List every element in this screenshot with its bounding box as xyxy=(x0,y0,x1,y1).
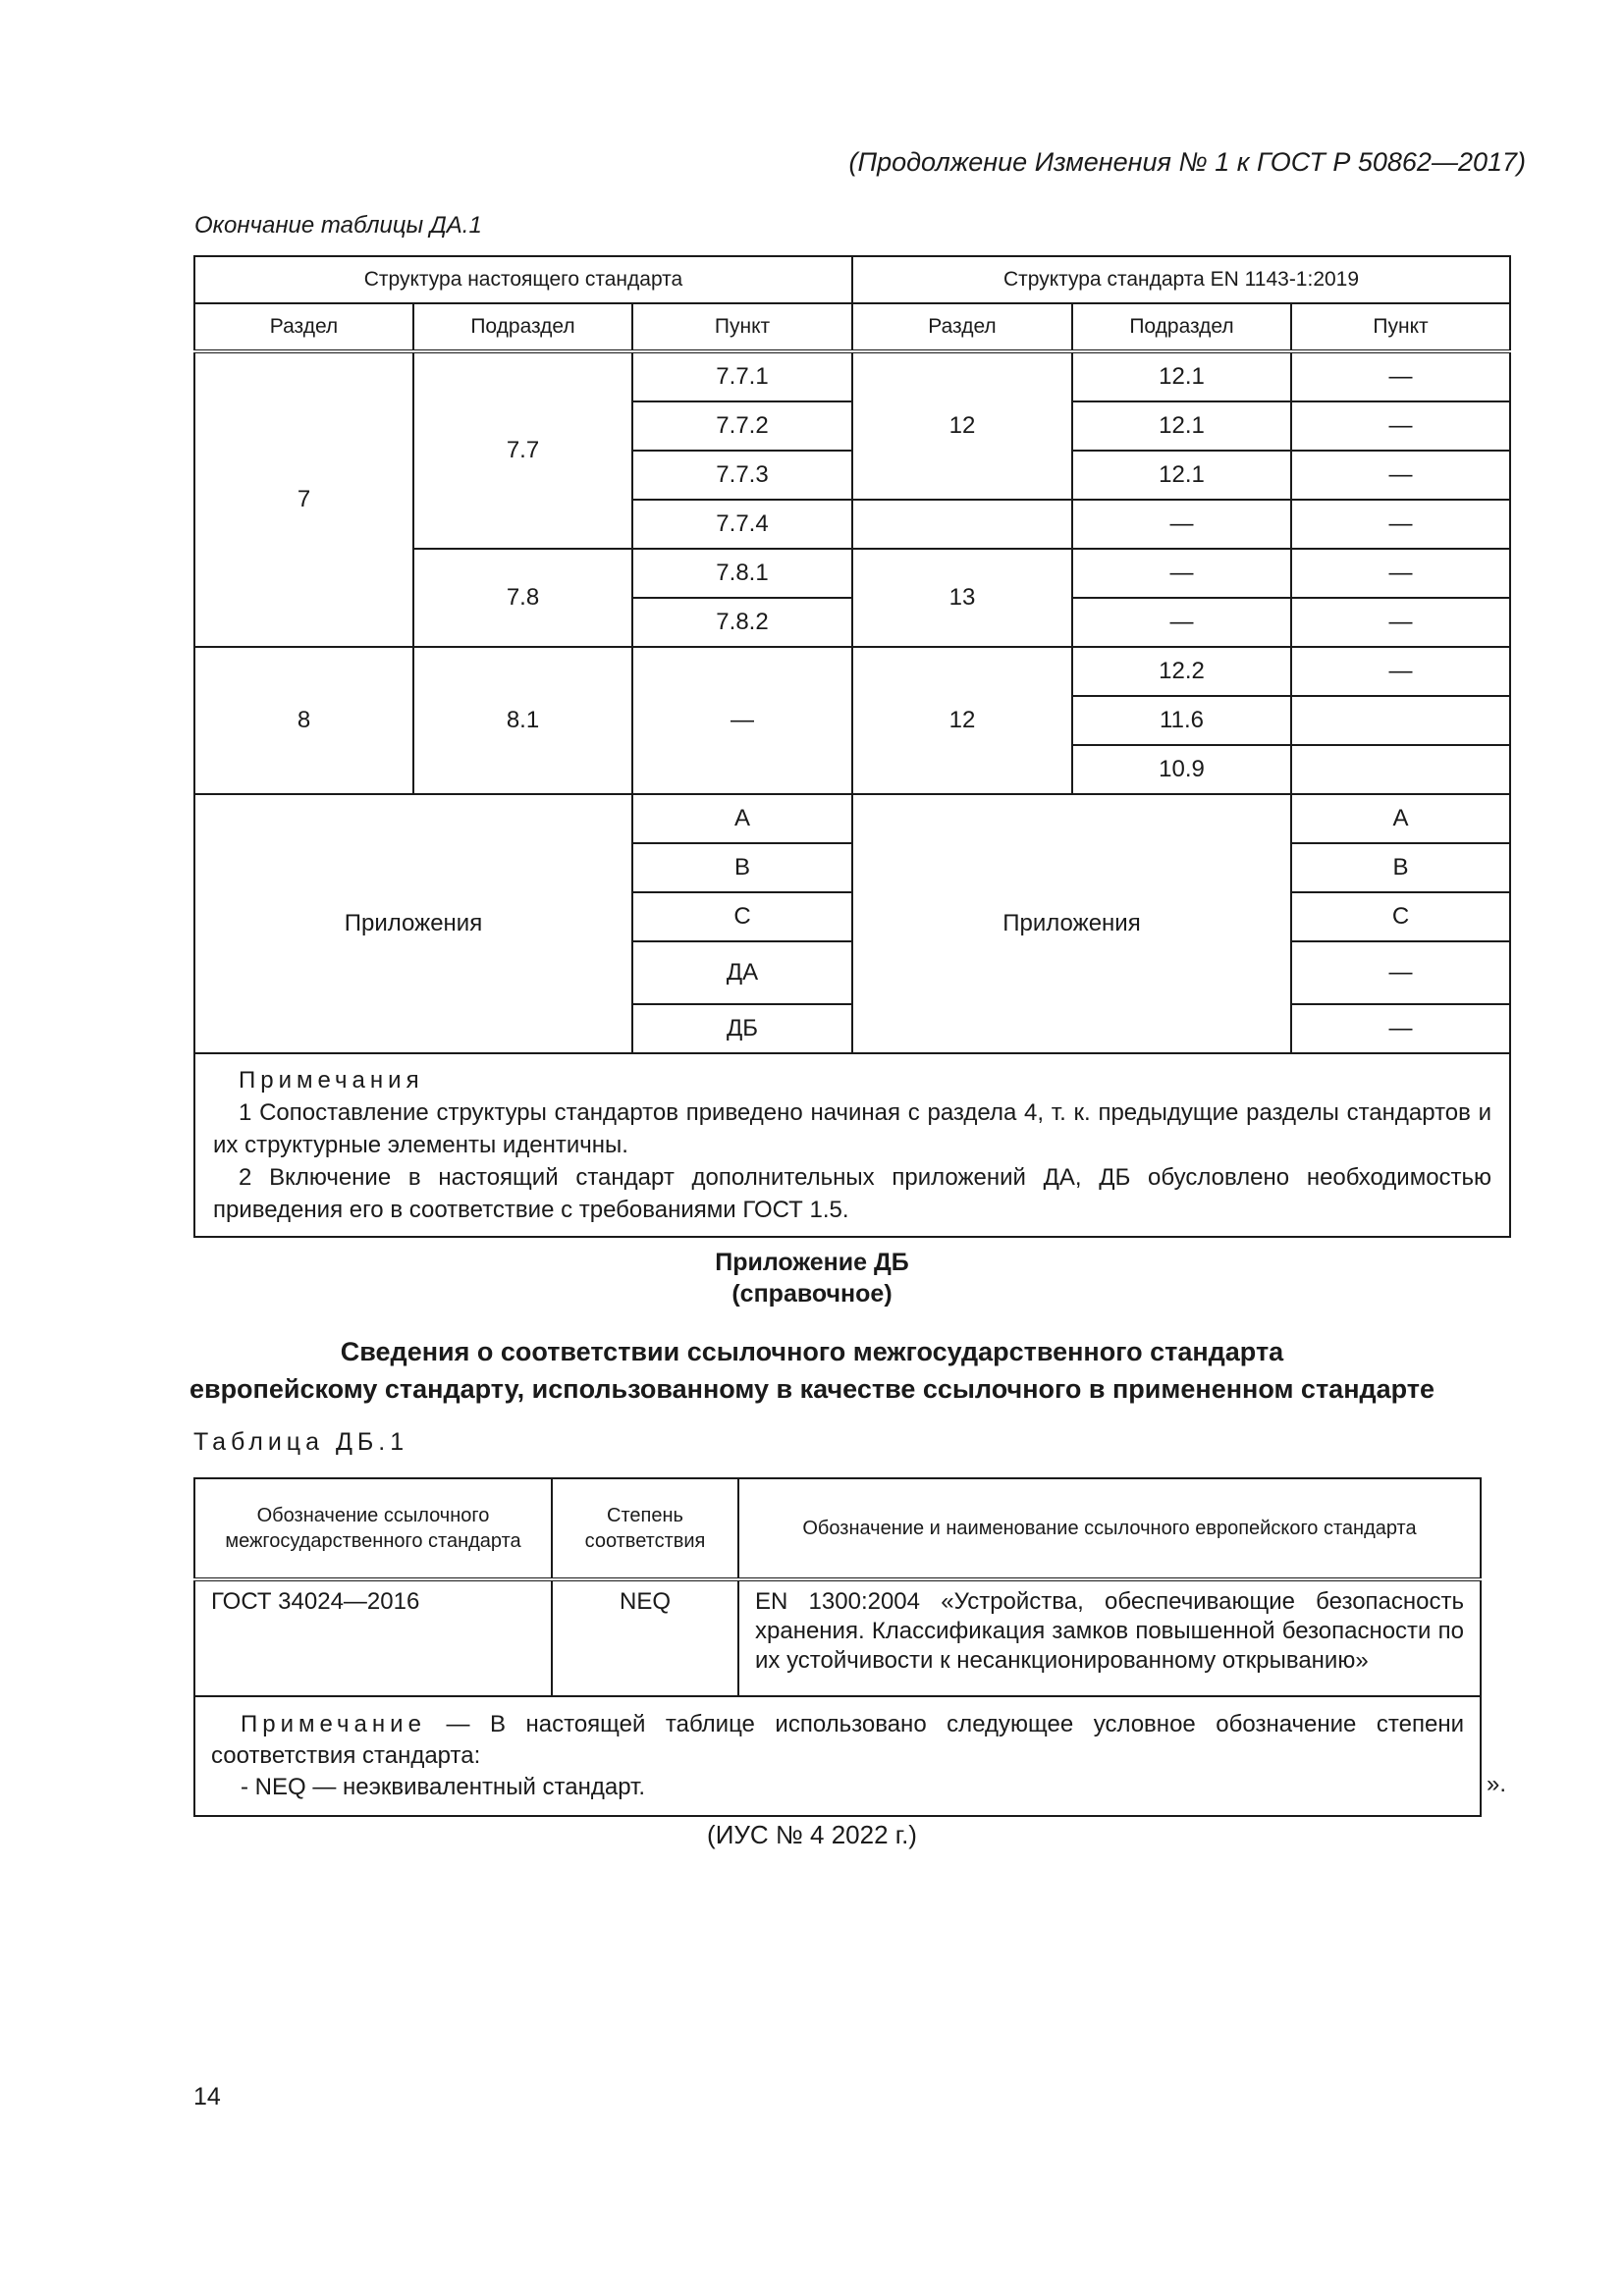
table-cell: — xyxy=(1291,1004,1510,1053)
table-cell xyxy=(852,500,1072,549)
table-cell: Приложения xyxy=(194,794,632,1053)
appendix-name: Приложение ДБ xyxy=(715,1249,909,1276)
table-cell: 13 xyxy=(852,549,1072,647)
table-cell: — xyxy=(1291,941,1510,1004)
table-cell: ГОСТ 34024—2016 xyxy=(194,1579,552,1696)
header-cell: Подраздел xyxy=(413,303,632,351)
table-cell: С xyxy=(1291,892,1510,941)
table-cell: 7.8.2 xyxy=(632,598,852,647)
closing-quote: ». xyxy=(1487,1771,1507,1797)
table-cell: — xyxy=(1291,401,1510,451)
table-cell: — xyxy=(1291,549,1510,598)
table-cell: 12.2 xyxy=(1072,647,1291,696)
table-header-row xyxy=(194,1478,1481,1579)
note-2: 2 Включение в настоящий стандарт дополнительных приложений ДА, ДБ обусловлено необходимостью приведения его в соответствие с требованиями ГОСТ 1.5. xyxy=(213,1164,1492,1223)
table-header-row xyxy=(194,256,1510,303)
table-cell: 12 xyxy=(852,351,1072,500)
table-cell: 7.7.3 xyxy=(632,451,852,500)
note-item: - NEQ — неэквивалентный стандарт. xyxy=(241,1774,646,1800)
table-cell: 8.1 xyxy=(413,647,632,794)
table-cell: В xyxy=(632,843,852,892)
table-cell: А xyxy=(1291,794,1510,843)
table-row xyxy=(194,794,1510,843)
appendix-title xyxy=(0,1247,1624,1309)
header-cell: Пункт xyxy=(1291,303,1510,351)
table-cell: — xyxy=(1291,351,1510,401)
correspondence-table xyxy=(193,1477,1482,1817)
page-number: 14 xyxy=(193,2083,221,2110)
table-row xyxy=(194,351,1510,401)
table-cell: 10.9 xyxy=(1072,745,1291,794)
header-cell: Пункт xyxy=(632,303,852,351)
table-cell: 11.6 xyxy=(1072,696,1291,745)
table-cell: — xyxy=(1291,451,1510,500)
table-row xyxy=(194,647,1510,696)
note-text: — В настоящей таблице использовано следующее условное обозначение степени соответствия стандарта: xyxy=(211,1711,1464,1769)
table-header-row xyxy=(194,303,1510,351)
header-cell: Подраздел xyxy=(1072,303,1291,351)
header-cell: Обозначение ссылочного межгосударственного стандарта xyxy=(194,1478,552,1579)
note-1: 1 Сопоставление структуры стандартов приведено начиная с раздела 4, т. к. предыдущие разделы стандартов и их структурные элементы идентичны. xyxy=(213,1099,1492,1158)
note-label: Примечание xyxy=(241,1711,426,1737)
table-cell: — xyxy=(1072,598,1291,647)
table-cell: NEQ xyxy=(552,1579,738,1696)
running-title: (Продолжение Изменения № 1 к ГОСТ Р 50862—2017) xyxy=(848,147,1526,177)
publication-info: (ИУС № 4 2022 г.) xyxy=(707,1820,917,1849)
table-row xyxy=(194,1579,1481,1696)
table-cell: 7.8.1 xyxy=(632,549,852,598)
table-cell: — xyxy=(1072,500,1291,549)
notes-title: Примечания xyxy=(239,1067,424,1094)
table-cell: — xyxy=(1072,549,1291,598)
appendix-heading-line-1: Сведения о соответствии ссылочного межгосударственного стандарта xyxy=(340,1337,1284,1366)
header-cell: Обозначение и наименование ссылочного европейского стандарта xyxy=(738,1478,1481,1579)
table-cell: 12.1 xyxy=(1072,401,1291,451)
table-cell: 8 xyxy=(194,647,413,794)
header-cell: Степень соответствия xyxy=(552,1478,738,1579)
header-cell: Раздел xyxy=(194,303,413,351)
table-cell: В xyxy=(1291,843,1510,892)
table-cell: — xyxy=(1291,647,1510,696)
table-cell: 7.7 xyxy=(413,351,632,549)
table-cell: — xyxy=(632,647,852,794)
table-cell: 7.7.4 xyxy=(632,500,852,549)
structure-comparison-table xyxy=(193,255,1511,1238)
notes-row xyxy=(194,1696,1481,1816)
table-cell: 12 xyxy=(852,647,1072,794)
header-cell: Структура стандарта EN 1143-1:2019 xyxy=(852,256,1510,303)
table-cell: — xyxy=(1291,598,1510,647)
appendix-heading-line-2: европейскому стандарту, использованному в качестве ссылочного в примененном стандарте xyxy=(189,1374,1435,1404)
notes-cell xyxy=(194,1053,1510,1237)
header-cell: Структура настоящего стандарта xyxy=(194,256,852,303)
table-cell: С xyxy=(632,892,852,941)
header-cell: Раздел xyxy=(852,303,1072,351)
appendix-status: (справочное) xyxy=(731,1280,893,1308)
table-cell: А xyxy=(632,794,852,843)
table-cell: Приложения xyxy=(852,794,1291,1053)
table-cell: EN 1300:2004 «Устройства, обеспечивающие безопасность хранения. Классификация замков повышенной безопасности по их устойчивости к несанкционированному открыванию» xyxy=(738,1579,1481,1696)
table-cell: 12.1 xyxy=(1072,351,1291,401)
table-cell: ДА xyxy=(632,941,852,1004)
table-cell: ДБ xyxy=(632,1004,852,1053)
table-caption: Окончание таблицы ДА.1 xyxy=(194,212,482,239)
notes-cell xyxy=(194,1696,1481,1816)
appendix-heading xyxy=(0,1333,1624,1408)
table-caption-db1: Таблица ДБ.1 xyxy=(193,1428,409,1456)
table-cell: 7.7.1 xyxy=(632,351,852,401)
table-cell: 7.8 xyxy=(413,549,632,647)
table-cell: — xyxy=(1291,500,1510,549)
table-cell xyxy=(1291,696,1510,745)
notes-row xyxy=(194,1053,1510,1237)
note-paragraph xyxy=(211,1709,1464,1772)
table-cell: 12.1 xyxy=(1072,451,1291,500)
table-cell: 7 xyxy=(194,351,413,647)
table-cell: 7.7.2 xyxy=(632,401,852,451)
table-cell xyxy=(1291,745,1510,794)
